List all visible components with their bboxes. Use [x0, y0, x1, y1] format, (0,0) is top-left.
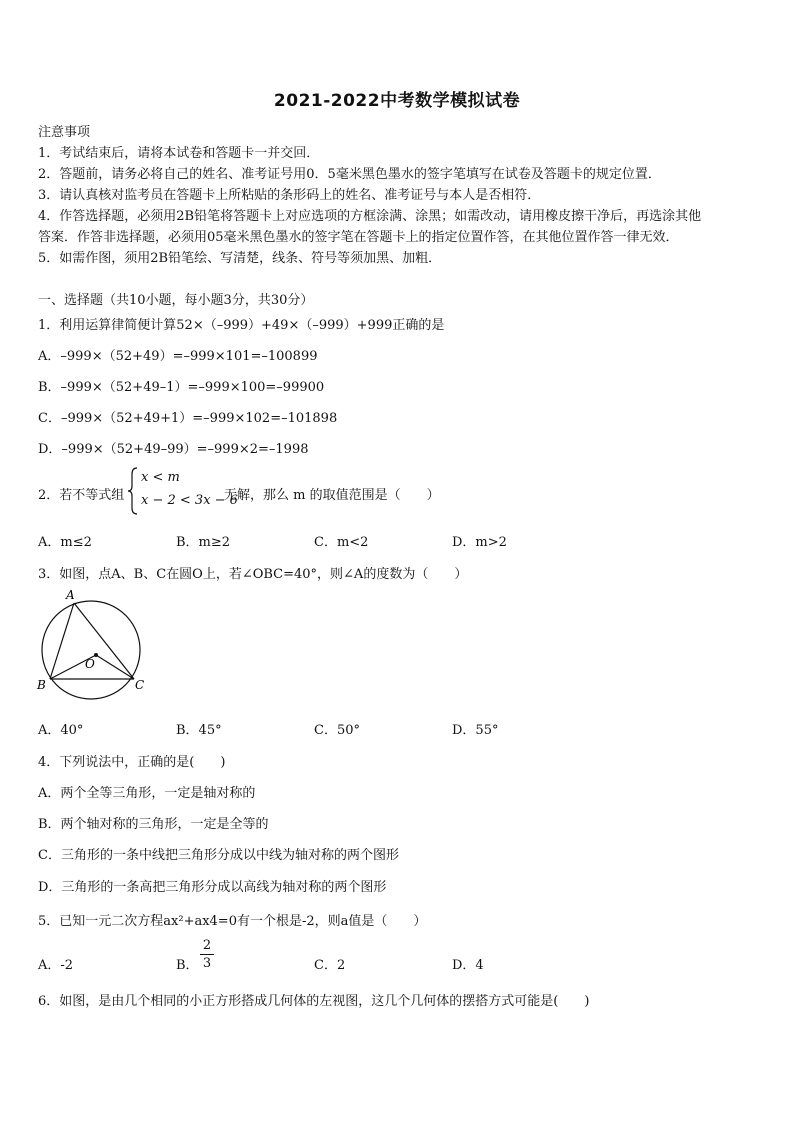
q2-option-d: D．m>2	[452, 535, 507, 550]
q4-stem: 4．下列说法中，正确的是( )	[38, 755, 226, 770]
notice-item-4: 4．作答选择题，必须用2B铅笔将答题卡上对应选项的方框涂满、涂黑；如需改动，请用橡皮擦干净后，再选涂其他	[38, 209, 702, 224]
label-c: C	[135, 678, 145, 692]
notice-item-5: 5．如需作图，须用2B铅笔绘、写清楚，线条、符号等须加黑、加粗．	[38, 251, 442, 266]
q3-stem: 3．如图，点A、B、C在圆O上，若∠OBC=40°，则∠A的度数为（ ）	[38, 567, 468, 582]
notice-heading: 注意事项	[38, 125, 91, 140]
section-heading: 一、选择题（共10小题，每小题3分，共30分）	[38, 293, 314, 308]
notice-item-4-cont: 答案．作答非选择题，必须用05毫米黑色墨水的签字笔在答题卡上的指定位置作答，在其他位置作答一律无效．	[38, 230, 679, 245]
segment-oc	[96, 655, 134, 679]
q5-option-b-label: B．	[176, 958, 199, 973]
q2-prefix: 2．若不等式组	[38, 488, 125, 503]
q2-inequality-1: x < m	[141, 470, 180, 485]
notice-item-3: 3．请认真核对监考员在答题卡上所粘贴的条形码上的姓名、准考证号与本人是否相符．	[38, 188, 541, 203]
fraction-bar	[200, 954, 214, 955]
q3-option-b: B．45°	[176, 723, 222, 738]
q2-suffix: 无解，那么 m 的取值范围是（ ）	[224, 488, 440, 503]
q3-option-c: C．50°	[314, 723, 360, 738]
q4-option-b: B．两个轴对称的三角形，一定是全等的	[38, 817, 269, 832]
label-a: A	[66, 588, 75, 602]
label-b: B	[37, 678, 46, 692]
notice-item-1: 1．考试结束后，请将本试卷和答题卡一并交回．	[38, 146, 320, 161]
circle-figure	[35, 588, 150, 700]
q4-option-d: D．三角形的一条高把三角形分成以高线为轴对称的两个图形	[38, 880, 387, 895]
q2-option-c: C．m<2	[314, 535, 369, 550]
q2-inequality-2: x − 2 < 3x − 6	[141, 493, 238, 508]
label-o: O	[85, 657, 95, 671]
q3-option-d: D．55°	[452, 723, 499, 738]
q5-option-b-fraction	[200, 938, 214, 971]
q3-option-a: A．40°	[38, 723, 84, 738]
q5-stem: 5．已知一元二次方程ax²+ax4=0有一个根是-2，则a值是（ ）	[38, 914, 427, 929]
circle-o	[42, 601, 140, 699]
left-brace-icon	[127, 466, 141, 516]
q5-option-c: C．2	[314, 958, 346, 973]
q2-option-a: A．m≤2	[38, 535, 92, 550]
q1-stem: 1．利用运算律简便计算52×（–999）+49×（–999）+999正确的是	[38, 318, 445, 333]
notice-item-2: 2．答题前，请务必将自己的姓名、准考证号用0．5毫米黑色墨水的签字笔填写在试卷及答题卡的规定位置．	[38, 167, 661, 182]
q1-option-d: D．–999×（52+49–99）=–999×2=–1998	[38, 442, 309, 457]
q2-option-b: B．m≥2	[176, 535, 231, 550]
fraction-denominator: 3	[202, 956, 212, 971]
fraction-numerator: 2	[202, 938, 212, 953]
q1-option-c: C．–999×（52+49+1）=–999×102=–101898	[38, 411, 338, 426]
q1-option-b: B．–999×（52+49–1）=–999×100=–99900	[38, 380, 325, 395]
q5-option-a: A．-2	[38, 958, 74, 973]
q2-inequality-system	[127, 466, 237, 516]
q4-option-c: C．三角形的一条中线把三角形分成以中线为轴对称的两个图形	[38, 848, 399, 863]
q6-stem: 6．如图，是由几个相同的小正方形搭成几何体的左视图，这几个几何体的摆搭方式可能是( )	[38, 994, 590, 1009]
q1-option-a: A．–999×（52+49）=–999×101=–100899	[38, 349, 318, 364]
exam-title: 2021-2022中考数学模拟试卷	[273, 91, 521, 111]
q5-option-d: D．4	[452, 958, 484, 973]
q4-option-a: A．两个全等三角形，一定是轴对称的	[38, 786, 256, 801]
segment-ab	[50, 603, 74, 679]
